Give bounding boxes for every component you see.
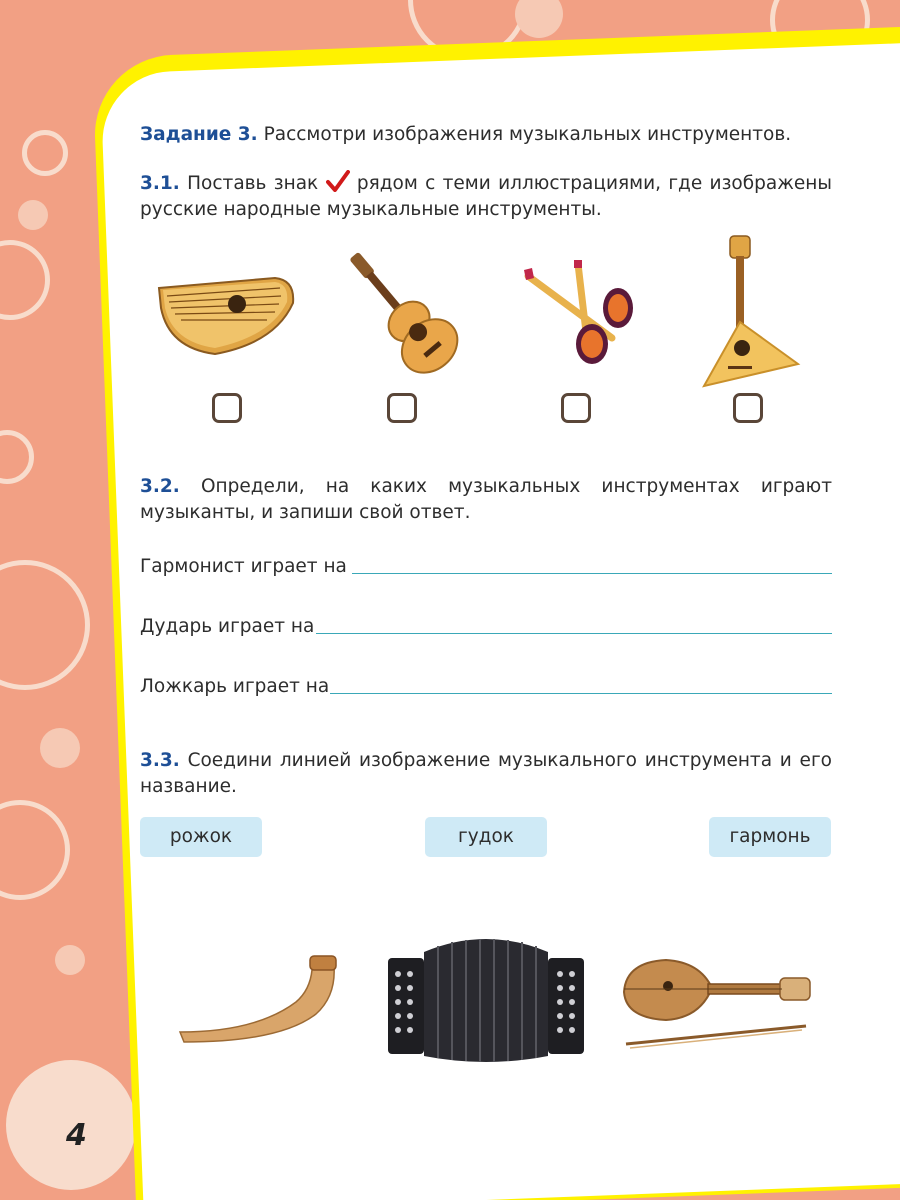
horn-icon bbox=[176, 952, 338, 1044]
task32-text-body: Определи, на каких музыкальных инструментах играют музыканты, и запиши свой ответ. bbox=[140, 476, 832, 523]
decor-dot bbox=[55, 945, 85, 975]
task31-text-after: рядом с теми иллюстрациями, где изображены русские народные музыкальные инструменты. bbox=[140, 173, 832, 220]
decor-ring bbox=[0, 800, 70, 900]
decor-ring bbox=[0, 240, 50, 320]
task33-text bbox=[140, 748, 832, 800]
task3-text: Рассмотри изображения музыкальных инструментов. bbox=[263, 124, 792, 145]
spoons-icon bbox=[520, 258, 640, 366]
task31-number: 3.1. bbox=[140, 173, 180, 194]
task32-number: 3.2. bbox=[140, 476, 180, 497]
answer-line-accordionist[interactable] bbox=[352, 573, 832, 574]
task32-text bbox=[140, 474, 832, 526]
label-gudok[interactable]: гудок bbox=[425, 817, 547, 857]
task3-heading bbox=[140, 122, 840, 148]
answer-line-spoon-player[interactable] bbox=[330, 693, 832, 694]
decor-dot bbox=[18, 200, 48, 230]
label-garmon[interactable]: гармонь bbox=[709, 817, 831, 857]
answer-label-piper: Дударь играет на bbox=[140, 616, 315, 637]
answer-line-piper[interactable] bbox=[316, 633, 832, 634]
task33-text-body: Соедини линией изображение музыкального инструмента и его название. bbox=[140, 750, 832, 797]
accordion-icon bbox=[386, 930, 586, 1072]
label-rozhok[interactable]: рожок bbox=[140, 817, 262, 857]
answer-label-accordionist: Гармонист играет на bbox=[140, 556, 347, 577]
balalaika-icon bbox=[700, 234, 804, 392]
checkbox-gusli[interactable] bbox=[212, 393, 242, 423]
decor-ring bbox=[0, 560, 90, 690]
decor-dot bbox=[515, 0, 563, 38]
checkbox-balalaika[interactable] bbox=[733, 393, 763, 423]
decor-ring bbox=[0, 430, 34, 484]
guitar-icon bbox=[330, 244, 475, 382]
page-number: 4 bbox=[66, 1118, 87, 1153]
task33-number: 3.3. bbox=[140, 750, 180, 771]
decor-dot bbox=[40, 728, 80, 768]
task3-number: Задание 3. bbox=[140, 124, 258, 145]
checkbox-spoons[interactable] bbox=[561, 393, 591, 423]
decor-ring bbox=[22, 130, 68, 176]
task31-text bbox=[140, 170, 832, 223]
checkmark-icon bbox=[326, 170, 350, 192]
answer-label-spoon-player: Ложкарь играет на bbox=[140, 676, 330, 697]
task31-text-before: Поставь знак bbox=[187, 173, 319, 194]
gusli-icon bbox=[155, 268, 300, 358]
gudok-icon bbox=[616, 952, 816, 1054]
checkbox-guitar[interactable] bbox=[387, 393, 417, 423]
